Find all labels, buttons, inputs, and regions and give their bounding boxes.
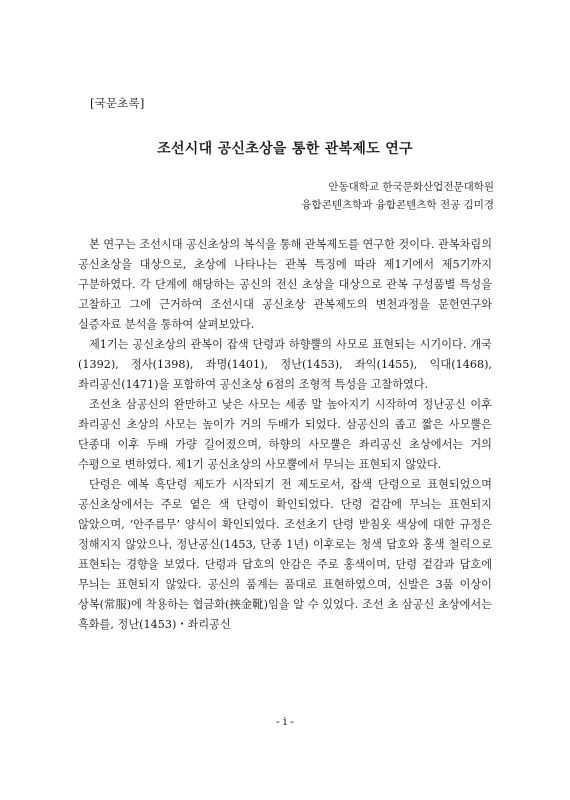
- abstract-body: [78, 235, 492, 635]
- author-affiliation: 안동대학교 한국문화산업전문대학원: [328, 181, 494, 193]
- paper-title: 조선시대 공신초상을 통한 관복제도 연구: [157, 141, 413, 157]
- author-department-name: 융합콘텐츠학과 융합콘텐츠학 전공 김미경: [301, 199, 494, 211]
- abstract-paragraph-1: 본 연구는 조선시대 공신초상의 복식을 통해 관복제도를 연구한 것이다. 관복차림의 공신초상을 대상으로, 초상에 나타나는 관복 특징에 따라 제1기에서 제5기까지 구분하였다. 각 단계에 해당하는 공신의 전신 초상을 대상으로 관복 구성품별 특성을 고찰하고 그에 근거하여 조선시대 공신초상 관복제도의 변천과정을 문헌연구와 실증자료 분석을 통하여 살펴보았다.: [78, 238, 493, 331]
- abstract-paragraph-4: 단령은 예복 흑단령 제도가 시작되기 전 제도로서, 잡색 단령으로 표현되었으며 공신초상에서는 주로 옅은 색 단령이 확인되었다. 단령 겉감에 무늬는 표현되지 않았으며, ‘안주름무’ 양식이 확인되었다. 조선초기 단령 받침옷 색상에 대한 규정은 정해지지 않았으나, 정난공신(1453, 단종 1년) 이후로는 청색 답호와 홍색 철릭으로 표현되는 경향을 보였다. 단령과 답호의 안감은 주로 홍색이며, 단령 겉감과 답호에 무늬는 표현되지 않았다. 공신의 품계는 품대로 표현하였으며, 신발은 3품 이상이 상복(常服)에 착용하는 협금화(挾金靴)임을 알 수 있었다. 조선 초 삼공신 초상에서는 흑화를, 정난(1453)・좌리공신: [78, 478, 492, 631]
- page-number: - i -: [276, 715, 294, 728]
- abstract-paragraph-2: 제1기는 공신초상의 관복이 잡색 단령과 하향뿔의 사모로 표현되는 시기이다. 개국(1392), 정사(1398), 좌명(1401), 정난(1453), 좌익(1455), 익대(1468), 좌리공신(1471)을 포함하여 공신초상 6점의 조형적 특성을 고찰하였다.: [78, 338, 492, 391]
- section-label: [국문초록]: [90, 96, 145, 110]
- abstract-paragraph-3: 조선초 삼공신의 완만하고 낮은 사모는 세종 말 높아지기 시작하여 정난공신 이후 좌리공신 초상의 사모는 높이가 거의 두배가 되었다. 삼공신의 좁고 짧은 사모뿔은 단종대 이후 두배 가량 길어졌으며, 하향의 사모뿔은 좌리공신 초상에서는 거의 수평으로 변하였다. 제1기 공신초상의 사모뿔에서 무늬는 표현되지 않았다.: [78, 398, 492, 471]
